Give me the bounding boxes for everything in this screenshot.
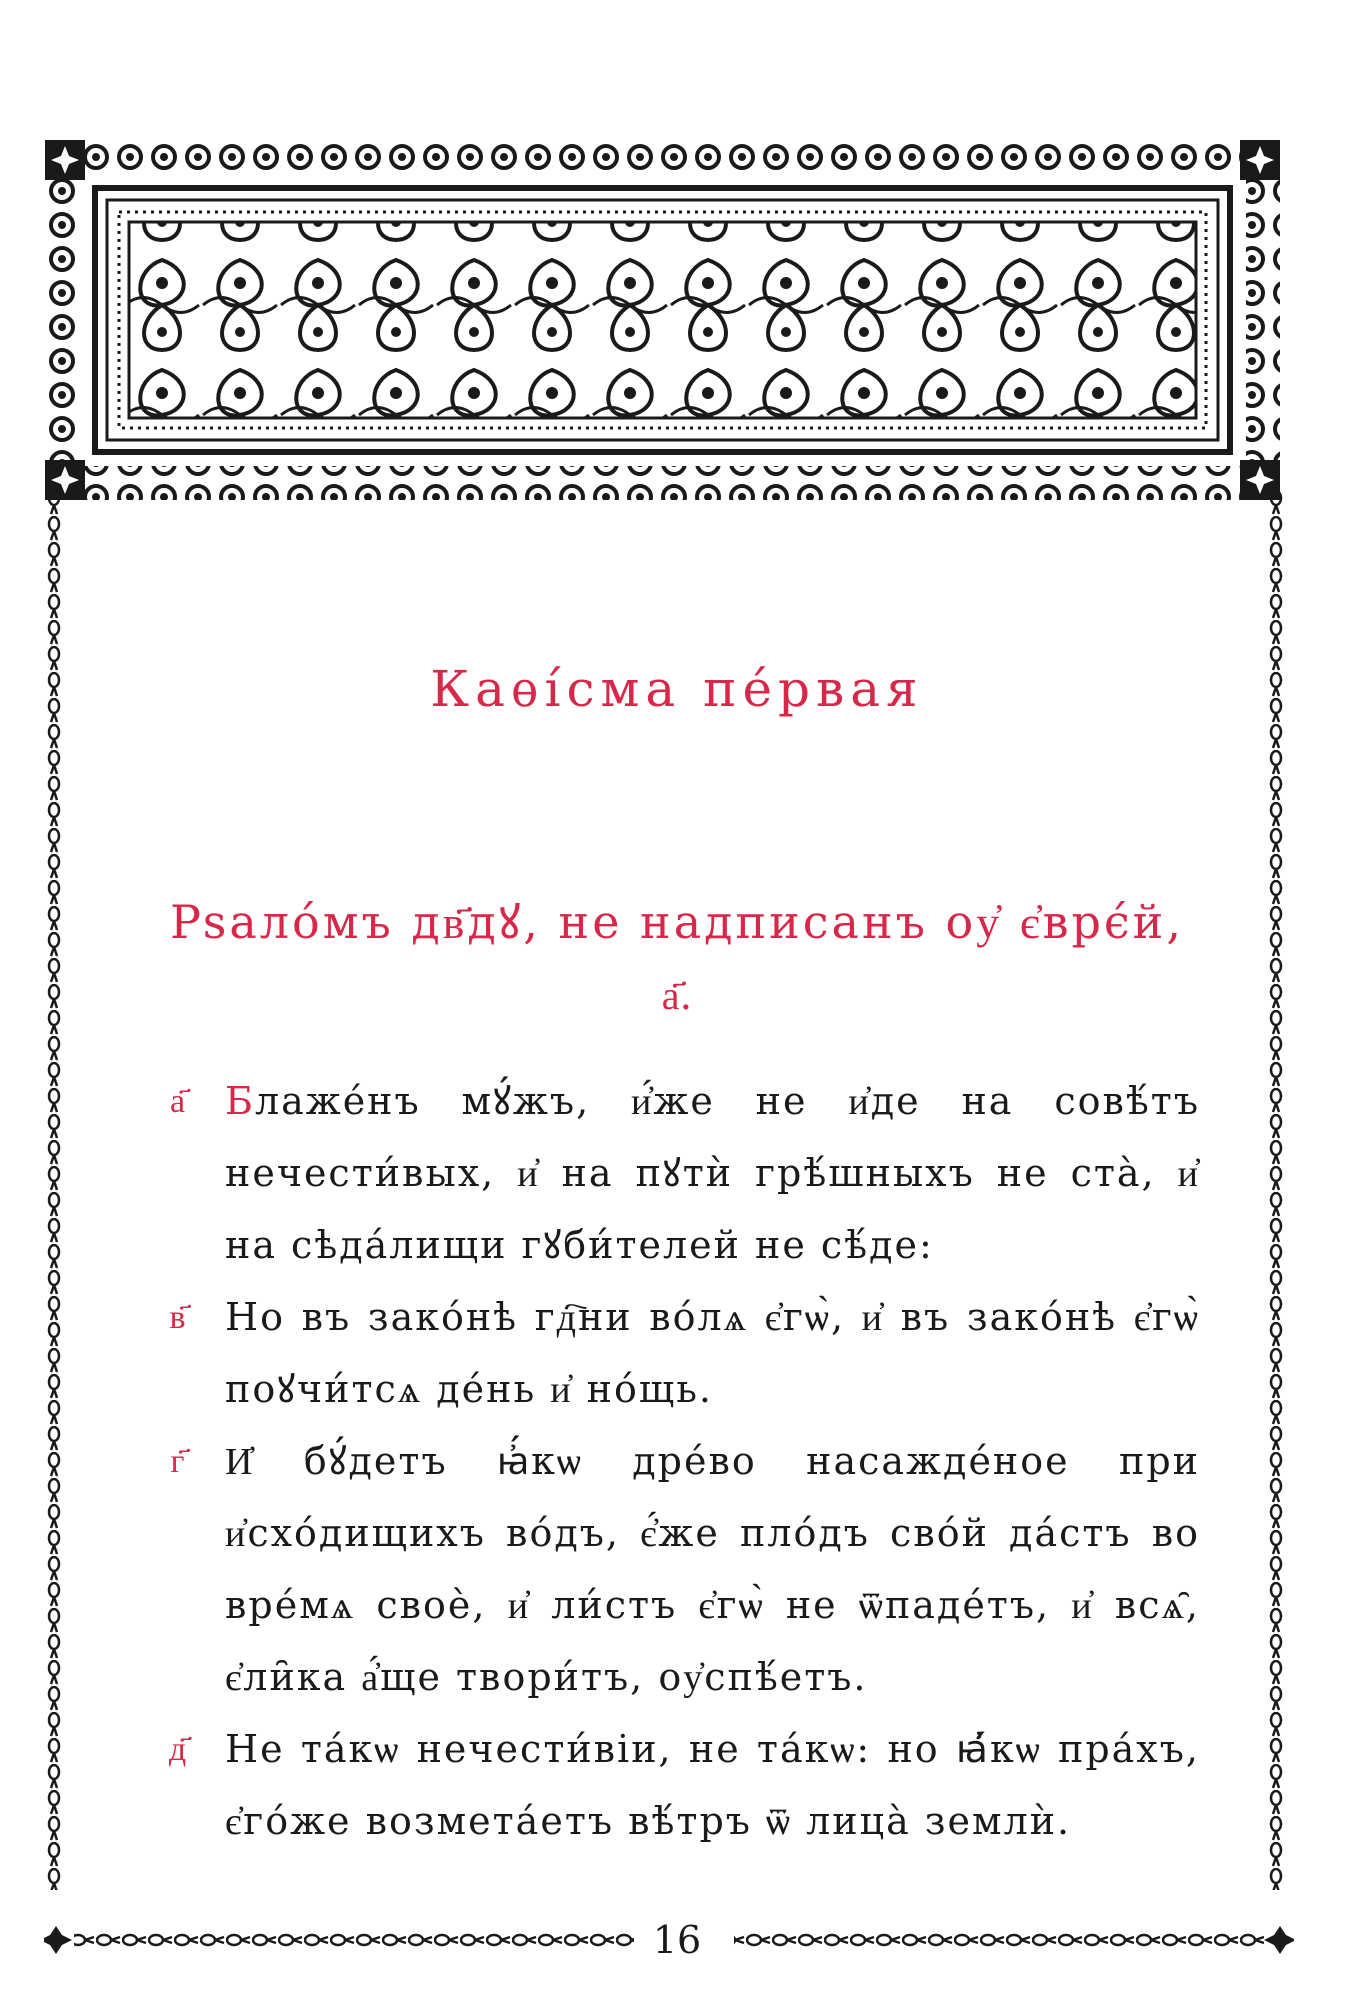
verse	[130, 1281, 1200, 1425]
verse-number: д҃	[168, 1729, 187, 1769]
verse-number: а҃	[169, 1081, 186, 1121]
psalm-number: а҃.	[661, 973, 693, 1019]
verse-text: И҆ бꙋ́детъ ꙗ҆́кѡ дре́во насажде́ное при и҆схо́дищихъ во́дъ, є҆́же пло́дъ сво́й да́стъ во вре́мѧ своѐ, и҆ ли́стъ є҆гѡ̀ не ѿпаде́тъ, и҆ всѧ̑, є҆ли̑ка а҆́ще твори́тъ, оу҆спѣ́етъ.	[225, 1439, 1200, 1699]
verse-list	[130, 1065, 1200, 1857]
drop-initial: Б	[225, 1079, 255, 1123]
verse-body: лаже́нъ мꙋ́жъ, и҆́же не и҆де на совѣ́тъ нечести́вых, и҆ на пꙋтѝ грѣ́шныхъ не ста̀, и҆ на сѣда́лищи гꙋби́телей не сѣ́де:	[225, 1079, 1200, 1267]
verse-number: г҃	[170, 1441, 185, 1481]
verse	[130, 1713, 1200, 1857]
verse	[130, 1065, 1200, 1281]
verse-text	[225, 1065, 1200, 1281]
verse-text: Но въ зако́нѣ гд҇ни во́лѧ є҆гѡ̀, и҆ въ зако́нѣ є҆гѡ̀ поꙋчи́тсѧ де́нь и҆ но́щь.	[225, 1295, 1200, 1411]
kathisma-title: Каѳі́сма пе́рвая	[430, 660, 924, 718]
verse-number: в҃	[169, 1297, 186, 1337]
psalm-title: Psалóмъ дв҃дꙋ, не надписанъ оу҆ є҆врє́й,	[170, 895, 1184, 949]
verse-text: Не та́кѡ нечести́віи, не та́кѡ: но ꙗ҆́кѡ пра́хъ, є҆го́же возмета́етъ вѣ́тръ ѿ лица̀ землѝ.	[225, 1727, 1200, 1843]
page-number	[0, 1918, 1354, 1962]
page-number-text: 16	[635, 1918, 719, 1962]
ornamental-headpiece	[45, 140, 1280, 500]
verse	[130, 1425, 1200, 1713]
